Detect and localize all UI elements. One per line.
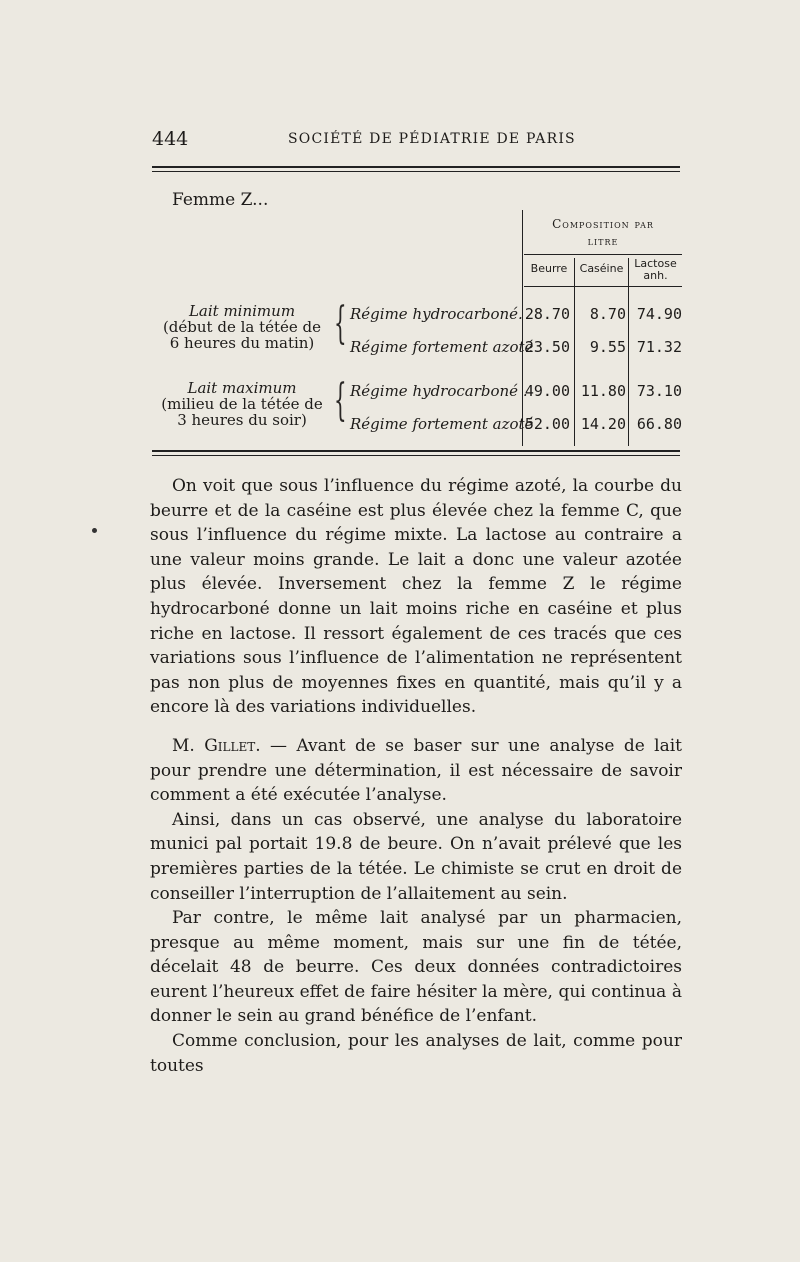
paragraph [150, 734, 682, 808]
cell-lactose: 73.10 [636, 382, 682, 400]
margin-dot [92, 528, 97, 533]
speaker-name: M. Gillet. [172, 735, 261, 756]
brace-group-1: { [334, 298, 347, 349]
cell-beurre: 23.50 [524, 338, 570, 356]
cell-lactose: 74.90 [636, 305, 682, 323]
cell-beurre: 49.00 [524, 382, 570, 400]
table-vline-1 [522, 210, 523, 446]
running-header [152, 128, 682, 158]
cell-beurre: 28.70 [524, 305, 570, 323]
cell-caseine: 8.70 [589, 305, 626, 323]
col-header-lactose: Lactose anh. [634, 257, 677, 282]
bottom-table-rule [152, 450, 680, 456]
top-rule [152, 166, 680, 172]
journal-title: SOCIÉTÉ DE PÉDIATRIE DE PARIS [288, 131, 576, 147]
cell-beurre: 52.00 [524, 415, 570, 433]
group-label-lait-minimum: Lait minimum (début de la tétée de 6 heures du matin) [162, 302, 322, 352]
regime-label: Régime fortement azoté [350, 415, 534, 433]
paragraph: On voit que sous l’influence du régime azoté, la courbe du beurre et de la caséine est plus élevée chez la femme C, que sous l’influence du régime mixte. La lactose au contraire a une valeur moins grande. Le lait a donc une valeur azotée plus élevée. Inversement chez la femme Z le régime hydrocarboné donne un lait moins riche en caséine et plus riche en lactose. Il ressort également de ces tracés que ces variations sous l’influence de l’alimentation ne représentent pas non plus de moyennes fixes en quantité, mais qu’il y a encore là des variations individuelles. [150, 476, 682, 718]
cell-caseine: 14.20 [580, 415, 626, 433]
col-header-caseine: Caséine [579, 262, 624, 275]
paragraph: Ainsi, dans un cas observé, une analyse du laboratoire munici pal portait 19.8 de beure. On n’avait prélevé que les premières parties de la tétée. Le chimiste se crut en droit de conseiller l’interruption de l’allaitement au sein. [150, 809, 682, 904]
subheader-rule [524, 286, 682, 287]
cell-lactose: 66.80 [636, 415, 682, 433]
group-label-lait-maximum: Lait maximum (milieu de la tétée de 3 heures du soir) [161, 379, 323, 429]
header-rule [524, 254, 682, 255]
composition-title-line2: litre [587, 234, 619, 248]
paragraph: Comme conclusion, pour les analyses de lait, comme pour toutes [150, 1031, 682, 1076]
page-number: 444 [152, 128, 189, 150]
paragraph-text: — Avant de se baser sur une analyse de lait pour prendre une détermination, il est nécessaire de savoir comment a été exécutée l’analyse. [150, 735, 682, 806]
cell-lactose: 71.32 [636, 338, 682, 356]
paragraph: Par contre, le même lait analysé par un pharmacien, presque au même moment, mais sur une fin de tétée, décelait 48 de beurre. Ces deux données contradictoires eurent l’heureux effet de faire hésiter la mère, qui continua à donner le sein au grand bénéfice de l’enfant. [150, 908, 682, 1027]
cell-caseine: 9.55 [589, 338, 626, 356]
regime-label: Régime fortement azoté [350, 338, 534, 356]
regime-label: Régime hydrocarboné. [350, 305, 523, 323]
composition-title [524, 214, 682, 251]
brace-group-2: { [334, 375, 347, 426]
body-text [150, 474, 682, 1078]
col-header-beurre: Beurre [530, 262, 568, 275]
composition-table [152, 210, 682, 455]
subject-label: Femme Z... [172, 190, 269, 210]
cell-caseine: 11.80 [580, 382, 626, 400]
composition-title-line1: Composition par [552, 217, 654, 231]
regime-label: Régime hydrocarboné . [350, 382, 528, 400]
